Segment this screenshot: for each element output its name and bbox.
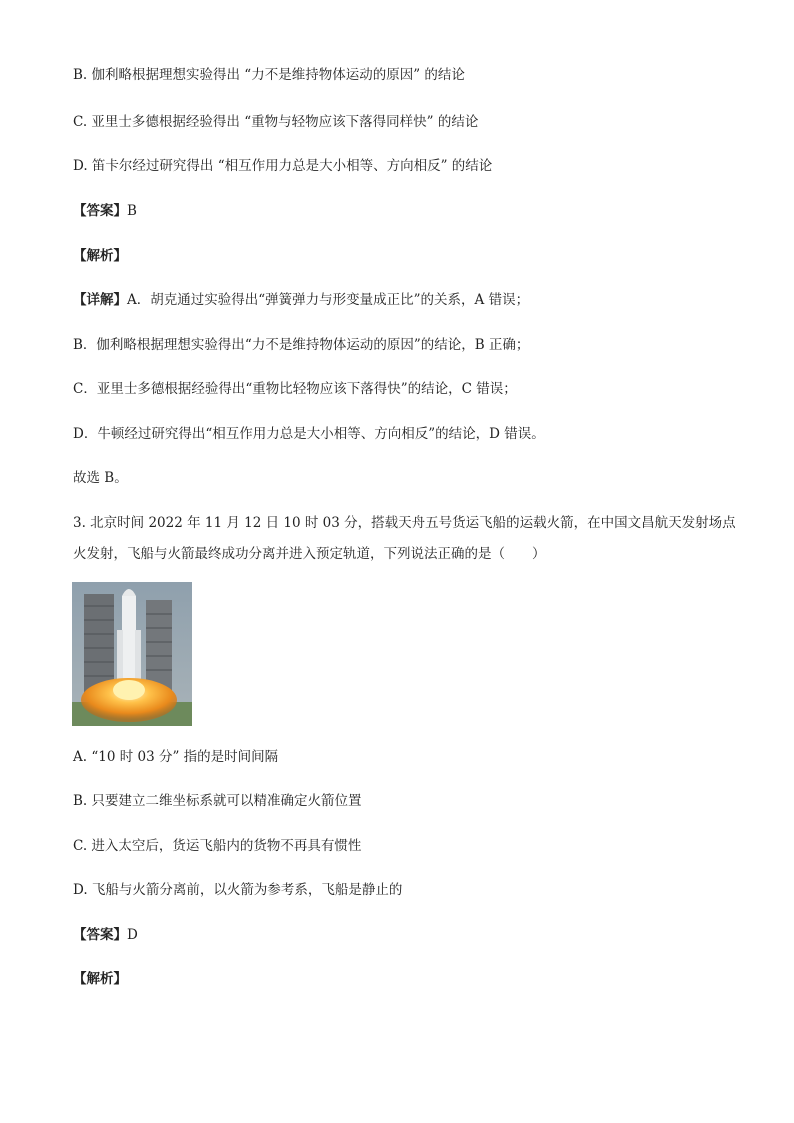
rocket-launch-photo <box>72 582 192 726</box>
q3-option-a: A. “10 时 03 分” 指的是时间间隔 <box>73 749 279 765</box>
q3-option-b: B. 只要建立二维坐标系就可以精准确定火箭位置 <box>73 793 362 809</box>
q2-detail-a <box>73 291 529 309</box>
q3-answer <box>73 926 138 944</box>
q2-detail-b: B．伽利略根据理想实验得出“力不是维持物体运动的原因”的结论，B 正确； <box>73 337 530 353</box>
q2-option-b: B. 伽利略根据理想实验得出 “力不是维持物体运动的原因” 的结论 <box>73 67 465 83</box>
q3-option-c: C. 进入太空后，货运飞船内的货物不再具有惯性 <box>73 838 362 854</box>
detail-label: 【详解】 <box>73 292 127 308</box>
q2-detail-c: C．亚里士多德根据经验得出“重物比轻物应该下落得快”的结论，C 错误； <box>73 381 517 397</box>
detail-a-text: A．胡克通过实验得出“弹簧弹力与形变量成正比”的关系，A 错误； <box>127 292 530 308</box>
answer-value: B <box>127 203 137 219</box>
q2-answer <box>73 202 137 220</box>
q2-analysis-label: 【解析】 <box>73 248 127 264</box>
q3-analysis-label: 【解析】 <box>73 971 127 987</box>
q2-choose: 故选 B。 <box>73 470 128 486</box>
q2-option-c: C. 亚里士多德根据经验得出 “重物与轻物应该下落得同样快” 的结论 <box>73 114 479 130</box>
answer-value: D <box>127 927 138 943</box>
answer-label: 【答案】 <box>73 203 127 219</box>
answer-label: 【答案】 <box>73 927 127 943</box>
q3-stem-line2: 火发射，飞船与火箭最终成功分离并进入预定轨道，下列说法正确的是（ ） <box>73 546 546 562</box>
q2-detail-d: D．牛顿经过研究得出“相互作用力总是大小相等、方向相反”的结论，D 错误。 <box>73 426 545 442</box>
q3-option-d: D. 飞船与火箭分离前，以火箭为参考系，飞船是静止的 <box>73 882 403 898</box>
q3-stem-line1: 3. 北京时间 2022 年 11 月 12 日 10 时 03 分，搭载天舟五号货运飞船的运载火箭，在中国文昌航天发射场点 <box>73 515 736 531</box>
q2-option-d: D. 笛卡尔经过研究得出 “相互作用力总是大小相等、方向相反” 的结论 <box>73 158 493 174</box>
